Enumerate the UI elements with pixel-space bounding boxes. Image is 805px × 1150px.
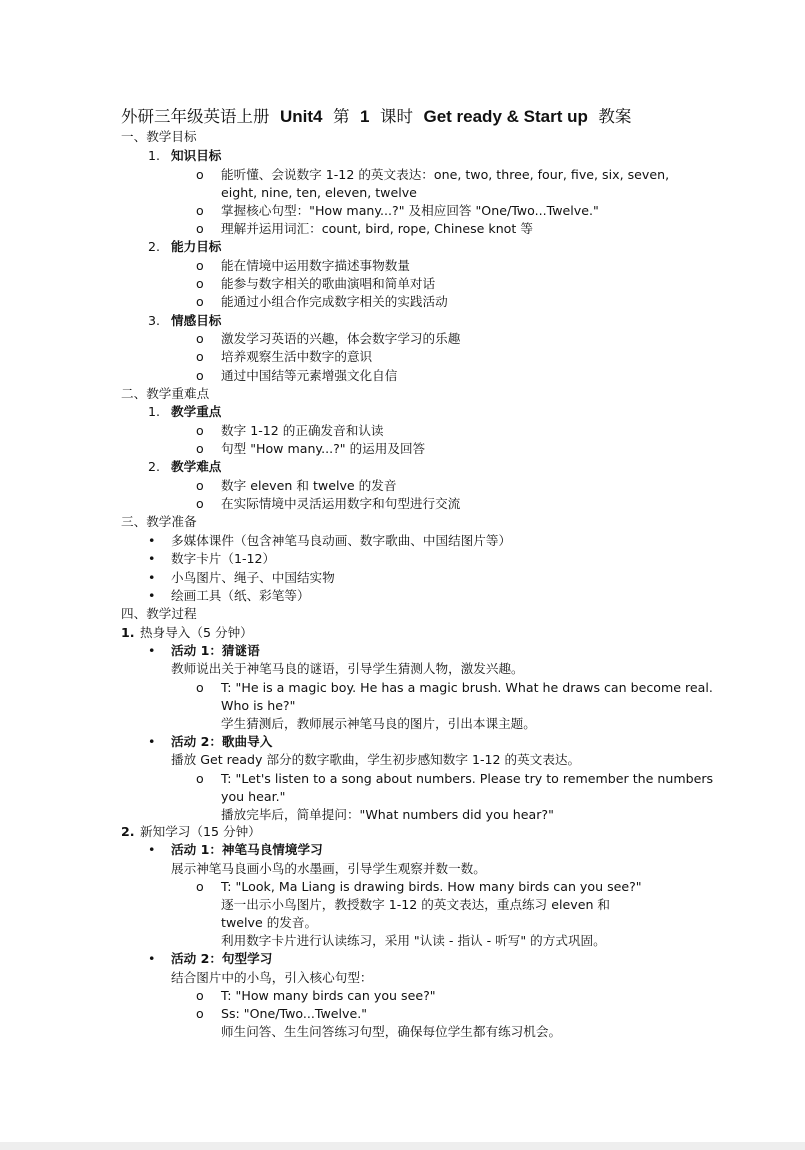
list-item: 数字卡片（1-12） — [171, 551, 276, 566]
subsection-number: 2. — [148, 459, 161, 474]
list-item: 小鸟图片、绳子、中国结实物 — [171, 570, 335, 585]
list-item: 在实际情境中灵活运用数字和句型进行交流 — [221, 496, 461, 511]
circle-bullet-icon: o — [196, 680, 204, 695]
activity-label: 活动 2：句型学习 — [171, 951, 273, 966]
title-text: 课时 — [379, 107, 413, 126]
circle-bullet-icon: o — [196, 1006, 204, 1021]
subsection-label: 能力目标 — [171, 239, 222, 254]
bullet-icon: • — [148, 570, 156, 585]
phase-heading: 热身导入（5 分钟） — [140, 625, 253, 640]
list-item: 能在情境中运用数字描述事物数量 — [221, 258, 410, 273]
circle-bullet-icon: o — [196, 368, 204, 383]
bullet-icon: • — [148, 588, 156, 603]
bullet-icon: • — [148, 842, 156, 857]
dialogue-line-continued: you hear." — [221, 789, 286, 804]
circle-bullet-icon: o — [196, 167, 204, 182]
list-item: 句型 "How many...?" 的运用及回答 — [221, 441, 426, 456]
list-item: 能听懂、会说数字 1-12 的英文表达：one, two, three, four, five, six, seven, — [221, 167, 670, 182]
activity-note: 学生猜测后，教师展示神笔马良的图片，引出本课主题。 — [221, 716, 536, 731]
title-lesson-name: Get ready & Start up — [423, 107, 588, 126]
activity-label: 活动 1：神笔马良情境学习 — [171, 842, 323, 857]
activity-note: 利用数字卡片进行认读练习，采用 "认读 - 指认 - 听写" 的方式巩固。 — [221, 933, 606, 948]
list-item: 能通过小组合作完成数字相关的实践活动 — [221, 294, 448, 309]
title-unit: Unit4 — [280, 107, 323, 126]
document-title — [121, 103, 631, 127]
phase-heading: 新知学习（15 分钟） — [140, 824, 261, 839]
bullet-icon: • — [148, 951, 156, 966]
bullet-icon: • — [148, 643, 156, 658]
list-item: 绘画工具（纸、彩笔等） — [171, 588, 310, 603]
title-text: 教案 — [598, 107, 632, 126]
title-text: 外研三年级英语上册 — [121, 107, 270, 126]
phase-number: 1. — [121, 625, 135, 640]
activity-description: 教师说出关于神笔马良的谜语，引导学生猜测人物，激发兴趣。 — [171, 661, 524, 676]
activity-label: 活动 2：歌曲导入 — [171, 734, 273, 749]
activity-note: 播放完毕后，简单提问："What numbers did you hear?" — [221, 807, 554, 822]
dialogue-line: T: "Let's listen to a song about numbers. Please try to remember the numbers — [221, 771, 714, 786]
dialogue-line: T: "He is a magic boy. He has a magic brush. What he draws can become real. — [221, 680, 713, 695]
list-item: 数字 eleven 和 twelve 的发音 — [221, 478, 397, 493]
activity-description: 结合图片中的小鸟，引入核心句型： — [171, 970, 373, 985]
list-item: 多媒体课件（包含神笔马良动画、数字歌曲、中国结图片等） — [171, 533, 512, 548]
phase-number: 2. — [121, 824, 135, 839]
dialogue-line: T: "How many birds can you see?" — [221, 988, 436, 1003]
bullet-icon: • — [148, 551, 156, 566]
circle-bullet-icon: o — [196, 441, 204, 456]
subsection-label: 教学重点 — [171, 404, 222, 419]
page-bottom-edge — [0, 1142, 805, 1150]
subsection-label: 知识目标 — [171, 148, 222, 163]
subsection-number: 3. — [148, 313, 161, 328]
activity-note: 师生问答、生生问答练习句型，确保每位学生都有练习机会。 — [221, 1024, 562, 1039]
list-item: 培养观察生活中数字的意识 — [221, 349, 373, 364]
section-heading: 四、教学过程 — [121, 606, 197, 621]
subsection-number: 2. — [148, 239, 161, 254]
subsection-number: 1. — [148, 148, 161, 163]
list-item-continued: eight, nine, ten, eleven, twelve — [221, 185, 417, 200]
circle-bullet-icon: o — [196, 331, 204, 346]
list-item: 掌握核心句型："How many...?" 及相应回答 "One/Two...Twelve." — [221, 203, 599, 218]
activity-note: 逐一出示小鸟图片，教授数字 1-12 的英文表达，重点练习 eleven 和 — [221, 897, 611, 912]
list-item: 激发学习英语的兴趣，体会数字学习的乐趣 — [221, 331, 461, 346]
list-item: 能参与数字相关的歌曲演唱和简单对话 — [221, 276, 436, 291]
section-heading: 三、教学准备 — [121, 514, 197, 529]
activity-note-continued: twelve 的发音。 — [221, 915, 318, 930]
circle-bullet-icon: o — [196, 771, 204, 786]
circle-bullet-icon: o — [196, 349, 204, 364]
list-item: 理解并运用词汇：count, bird, rope, Chinese knot 等 — [221, 221, 533, 236]
circle-bullet-icon: o — [196, 221, 204, 236]
subsection-label: 教学难点 — [171, 459, 222, 474]
activity-description: 播放 Get ready 部分的数字歌曲，学生初步感知数字 1-12 的英文表达。 — [171, 752, 581, 767]
circle-bullet-icon: o — [196, 276, 204, 291]
title-lesson-number: 1 — [360, 107, 370, 126]
circle-bullet-icon: o — [196, 879, 204, 894]
title-text: 第 — [333, 107, 350, 126]
subsection-number: 1. — [148, 404, 161, 419]
bullet-icon: • — [148, 734, 156, 749]
circle-bullet-icon: o — [196, 203, 204, 218]
dialogue-line: Ss: "One/Two...Twelve." — [221, 1006, 368, 1021]
dialogue-line: T: "Look, Ma Liang is drawing birds. How many birds can you see?" — [221, 879, 642, 894]
circle-bullet-icon: o — [196, 294, 204, 309]
circle-bullet-icon: o — [196, 423, 204, 438]
activity-description: 展示神笔马良画小鸟的水墨画，引导学生观察并数一数。 — [171, 861, 486, 876]
circle-bullet-icon: o — [196, 258, 204, 273]
activity-label: 活动 1：猜谜语 — [171, 643, 260, 658]
subsection-label: 情感目标 — [171, 313, 222, 328]
circle-bullet-icon: o — [196, 478, 204, 493]
circle-bullet-icon: o — [196, 496, 204, 511]
list-item: 数字 1-12 的正确发音和认读 — [221, 423, 384, 438]
section-heading: 二、教学重难点 — [121, 386, 210, 401]
bullet-icon: • — [148, 533, 156, 548]
circle-bullet-icon: o — [196, 988, 204, 1003]
list-item: 通过中国结等元素增强文化自信 — [221, 368, 398, 383]
dialogue-line-continued: Who is he?" — [221, 698, 296, 713]
section-heading: 一、教学目标 — [121, 129, 197, 144]
